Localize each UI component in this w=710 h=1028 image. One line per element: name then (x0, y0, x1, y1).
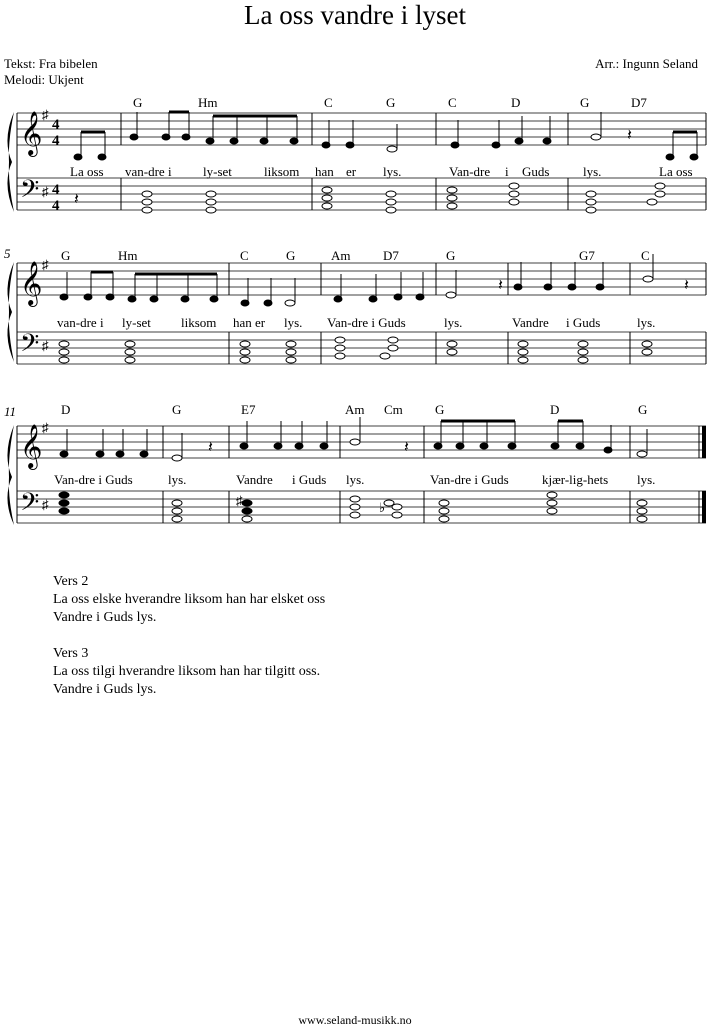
lyric: ly-set (203, 164, 232, 179)
barlines (17, 113, 706, 210)
lyric: i Guds (566, 315, 601, 330)
chord-symbol: G (435, 402, 445, 417)
chord-symbol: G (286, 248, 296, 263)
verse-2 (53, 573, 325, 627)
bass-chords (59, 337, 652, 363)
lyric: i (505, 164, 509, 179)
composer-credit: Melodi: Ukjent (4, 72, 84, 87)
lyric: van-dre i (125, 164, 172, 179)
lyric: La oss (70, 164, 104, 179)
song-title: La oss vandre i lyset (244, 0, 466, 30)
sharp-accidental-icon: ♯ (236, 493, 243, 508)
treble-clef-icon: 𝄞 (20, 426, 43, 468)
treble-clef-icon: 𝄞 (20, 113, 43, 155)
verse-line: Vandre i Guds lys. (53, 682, 157, 697)
verse-line: La oss elske hverandre liksom han har elsket oss (53, 592, 326, 607)
treble-clef-icon: 𝄞 (20, 263, 43, 305)
verse-line: Vandre i Guds lys. (53, 610, 157, 625)
chord-symbol: D7 (383, 248, 399, 263)
chord-symbol: Am (331, 248, 351, 263)
lyric: lys. (383, 164, 402, 179)
lyric: liksom (264, 164, 300, 179)
chord-symbol: C (324, 95, 333, 110)
verse-heading: Vers 3 (53, 646, 89, 661)
bass-chords (142, 183, 665, 213)
quarter-rest-icon: 𝄽 (498, 277, 503, 294)
lyric: van-dre i (57, 315, 104, 330)
system-3 (4, 402, 706, 525)
lyric: lys. (583, 164, 602, 179)
verse-line: La oss tilgi hverandre liksom han har tilgitt oss. (53, 664, 321, 679)
grand-staff-brace (7, 262, 14, 362)
time-signature: 4 (52, 182, 60, 198)
lyric: i Guds (292, 472, 327, 487)
chord-symbol: D (61, 402, 71, 417)
lyric: han er (233, 315, 266, 330)
chord-symbol: G7 (579, 248, 595, 263)
quarter-rest-icon: 𝄽 (404, 439, 409, 456)
measure-number: 5 (4, 246, 11, 261)
chord-symbol: D (511, 95, 521, 110)
lyric: lys. (444, 315, 463, 330)
chord-symbol: Hm (118, 248, 138, 263)
key-signature-sharp-icon: ♯ (42, 497, 49, 512)
lyric: Van-dre i Guds (430, 472, 509, 487)
extra-verses (53, 573, 325, 717)
grand-staff-brace (7, 425, 14, 525)
chord-symbol: D7 (631, 95, 647, 110)
footer-url[interactable]: www.seland-musikk.no (298, 1013, 412, 1027)
lyric: Vandre (236, 472, 273, 487)
quarter-rest-icon: 𝄽 (684, 277, 689, 294)
bass-clef-icon: 𝄢 (20, 330, 40, 363)
quarter-rest-icon: 𝄽 (74, 191, 79, 208)
lyric: lys. (284, 315, 303, 330)
chord-symbol: C (641, 248, 650, 263)
time-signature: 4 (52, 117, 60, 133)
lyric: lys. (346, 472, 365, 487)
lyricist-credit: Tekst: Fra bibelen (4, 56, 98, 71)
treble-staff (17, 113, 706, 145)
lyric: lys. (168, 472, 187, 487)
time-signature: 4 (52, 133, 60, 149)
lyric: Vandre (512, 315, 549, 330)
quarter-rest-icon: 𝄽 (208, 439, 213, 456)
lyric: La oss (659, 164, 693, 179)
lyric: lys. (637, 472, 656, 487)
bass-clef-icon: 𝄢 (20, 489, 40, 522)
system-1 (7, 95, 706, 214)
lyric: Guds (522, 164, 550, 179)
chord-symbol: Am (345, 402, 365, 417)
lyric: ly-set (122, 315, 151, 330)
quarter-rest-icon: 𝄽 (627, 127, 632, 144)
chord-symbol: G (61, 248, 71, 263)
lyric: Van-dre (449, 164, 491, 179)
chord-symbol: D (550, 402, 560, 417)
bass-staff (17, 491, 706, 523)
chord-symbol: G (580, 95, 590, 110)
flat-accidental-icon: ♭ (379, 500, 386, 515)
key-signature-sharp-icon: ♯ (42, 184, 49, 199)
lyric: kjær-lig-hets (542, 472, 609, 487)
lyric: Van-dre i Guds (54, 472, 133, 487)
measure-number: 11 (4, 404, 17, 419)
melody-notes (60, 417, 647, 461)
system-2 (4, 246, 706, 364)
lyric: Van-dre i Guds (327, 315, 406, 330)
chord-symbol: C (448, 95, 457, 110)
melody-notes (74, 112, 698, 160)
bass-staff (17, 332, 706, 364)
chord-symbol: G (172, 402, 182, 417)
lyric: han (315, 164, 334, 179)
chord-symbol: G (446, 248, 456, 263)
key-signature-sharp-icon: ♯ (42, 338, 49, 353)
chord-symbol: G (133, 95, 143, 110)
chord-symbol: Cm (384, 402, 403, 417)
chord-symbol: E7 (241, 402, 256, 417)
chord-symbol: Hm (198, 95, 218, 110)
grand-staff-brace (7, 112, 14, 212)
arranger-credit: Arr.: Ingunn Seland (595, 56, 698, 71)
bass-clef-icon: 𝄢 (20, 176, 40, 209)
bass-staff (17, 178, 706, 210)
key-signature-sharp-icon: ♯ (42, 107, 49, 122)
chord-symbol: G (386, 95, 396, 110)
lyric: er (346, 164, 357, 179)
lyric: lys. (637, 315, 656, 330)
lyric: liksom (181, 315, 217, 330)
key-signature-sharp-icon: ♯ (42, 257, 49, 272)
chord-symbol: G (638, 402, 648, 417)
chord-symbol: C (240, 248, 249, 263)
key-signature-sharp-icon: ♯ (42, 420, 49, 435)
verse-heading: Vers 2 (53, 574, 89, 589)
time-signature: 4 (52, 198, 60, 214)
verse-3 (53, 645, 325, 699)
melody-notes (60, 254, 653, 306)
